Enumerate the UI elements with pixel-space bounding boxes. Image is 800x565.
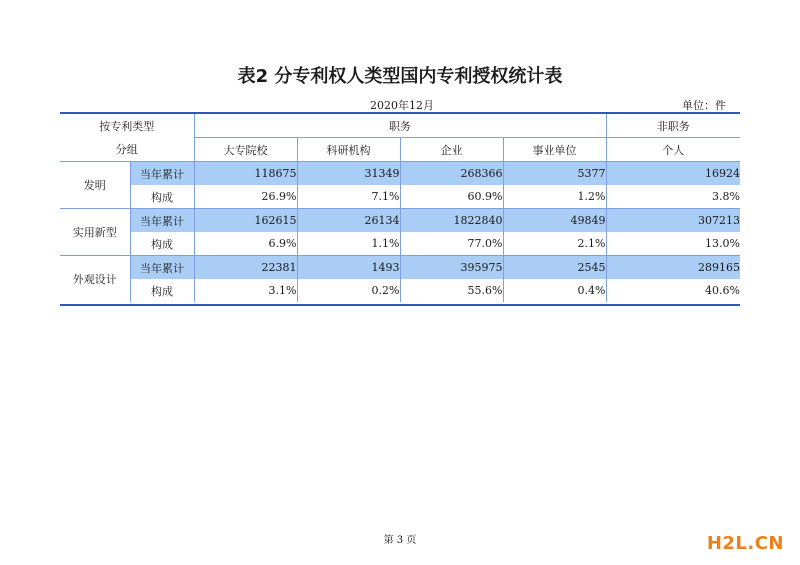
value-cell: 13.0% [606,232,740,256]
value-cell: 395975 [400,256,503,280]
value-cell: 26.9% [194,185,297,209]
header-row-2 [60,138,740,162]
row-label: 当年累计 [130,162,194,186]
report-date: 2020年12月 [370,99,434,112]
value-cell: 49849 [503,209,606,233]
value-cell: 1493 [297,256,400,280]
table-row [60,162,740,186]
value-cell: 0.4% [503,279,606,302]
value-cell: 40.6% [606,279,740,302]
group-header-line1: 按专利类型 [99,119,155,133]
category-cell: 实用新型 [60,209,130,256]
value-cell: 5377 [503,162,606,186]
value-cell: 26134 [297,209,400,233]
value-cell: 118675 [194,162,297,186]
row-label: 当年累计 [130,209,194,233]
value-cell: 2545 [503,256,606,280]
col-header: 个人 [606,138,740,162]
value-cell: 289165 [606,256,740,280]
value-cell: 7.1% [297,185,400,209]
value-cell: 3.8% [606,185,740,209]
table-title: 表2 分专利权人类型国内专利授权统计表 [237,66,563,87]
value-cell: 55.6% [400,279,503,302]
value-cell: 16924 [606,162,740,186]
duty-header: 职务 [194,114,606,138]
value-cell: 2.1% [503,232,606,256]
col-header: 大专院校 [194,138,297,162]
row-label: 构成 [130,185,194,209]
col-header: 科研机构 [297,138,400,162]
row-label: 当年累计 [130,256,194,280]
row-label: 构成 [130,279,194,302]
value-cell: 0.2% [297,279,400,302]
category-cell: 外观设计 [72,273,117,286]
col-header: 企业 [400,138,503,162]
site-logo: H2L.CN [706,533,784,554]
table-row [60,209,740,233]
value-cell: 307213 [606,209,740,233]
value-cell: 22381 [194,256,297,280]
value-cell: 268366 [400,162,503,186]
value-cell: 162615 [194,209,297,233]
page-number: 第 3 页 [383,535,417,546]
table-row [60,185,740,209]
group-header-line2: 分组 [60,138,194,162]
value-cell: 1.1% [297,232,400,256]
header-row-1 [60,114,740,138]
value-cell: 77.0% [400,232,503,256]
nonduty-header: 非职务 [606,114,740,138]
table-row [60,256,740,280]
table-row [60,279,740,302]
col-header: 事业单位 [503,138,606,162]
value-cell: 1822840 [400,209,503,233]
value-cell: 3.1% [194,279,297,302]
value-cell: 6.9% [194,232,297,256]
statistics-table [60,114,740,302]
bottom-rule [60,304,740,306]
value-cell: 1.2% [503,185,606,209]
value-cell: 60.9% [400,185,503,209]
row-label: 构成 [130,232,194,256]
unit-label: 单位：件 [682,99,726,112]
value-cell: 31349 [297,162,400,186]
category-cell: 发明 [60,162,130,209]
table-row [60,232,740,256]
